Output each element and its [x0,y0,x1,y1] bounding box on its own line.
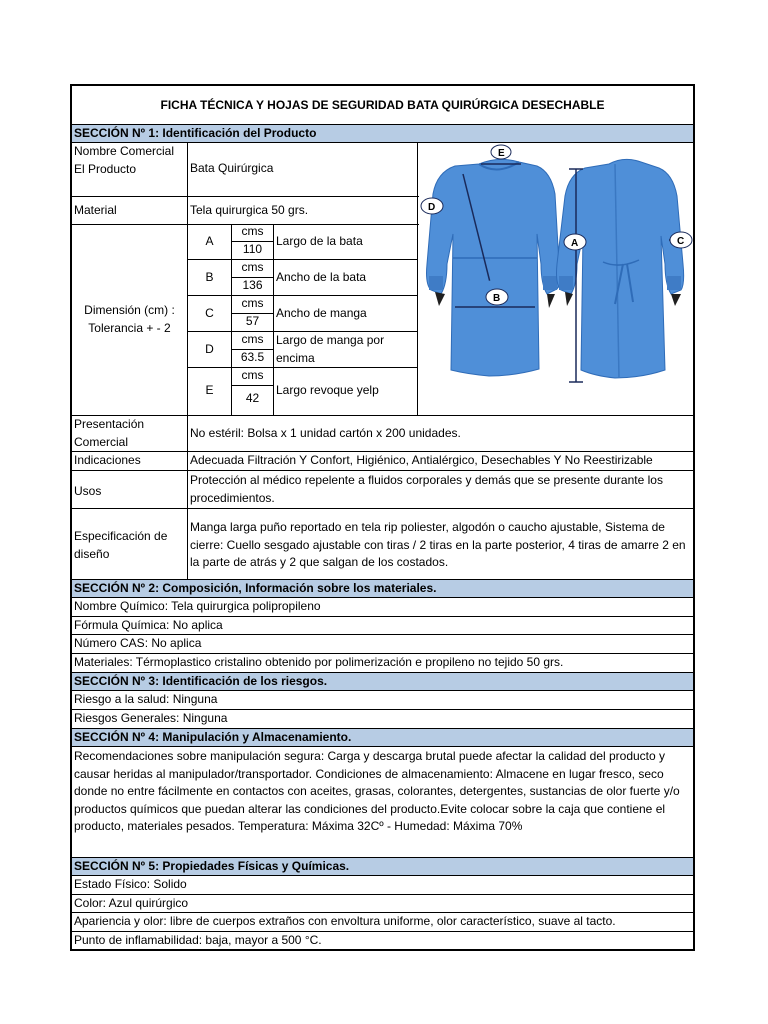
composition-row: Materiales: Térmoplastico cristalino obtenido por polimerización e propileno no tejido 50 grs. [74,654,564,669]
especificacion-value: Manga larga puño reportado en tela rip poliester, algodón o caucho ajustable, Sistema de cierre: Cuello sesgado ajustable con tiras / 2 tiras en la parte posterior, 4 tiras de amarre 2 en la parte de atrás y 2 que salgan de los costados. [190,520,686,569]
gown-illustration [419,144,693,415]
dimension-row [188,260,418,296]
name-value: Bata Quirúrgica [190,161,274,175]
dimension-label-line1: Dimensión (cm) : [84,303,175,317]
document-title: FICHA TÉCNICA Y HOJAS DE SEGURIDAD BATA QUIRÚRGICA DESECHABLE [160,98,605,112]
dimension-label-line2: Tolerancia + - 2 [88,321,171,335]
dimension-value: 63.5 [240,350,265,364]
dimension-table [188,224,418,415]
dimension-description: Largo de la bata [276,234,363,248]
marker-a: A [571,238,579,249]
section-1-header: SECCIÓN Nº 1: Identificación del Producto [72,124,693,143]
property-row: Estado Físico: Solido [74,877,187,891]
section-4-header: SECCIÓN Nº 4: Manipulación y Almacenamiento. [72,728,693,747]
presentacion-label: Presentación Comercial [74,417,145,449]
marker-b: B [493,293,501,304]
indicaciones-value: Adecuada Filtración Y Confort, Higiénico, Antialérgico, Desechables Y No Reestirizable [190,453,653,467]
material-value: Tela quirurgica 50 grs. [190,203,309,217]
risk-row: Riesgos Generales: Ninguna [74,710,228,725]
dimension-unit: cms [241,260,264,274]
gown-figure [419,144,693,415]
dimension-row [188,224,418,260]
dimension-letter: D [205,342,214,356]
dimension-value: 57 [245,314,260,328]
property-row: Color: Azul quirúrgico [74,895,189,910]
name-label: Nombre Comercial El Producto [74,144,175,176]
usos-value: Protección al médico repelente a fluidos corporales y demás que se presente durante los procedimientos. [190,473,663,505]
composition-row: Nombre Químico: Tela quirurgica polipropileno [74,599,321,613]
marker-c: C [677,236,685,247]
composition-row: Fórmula Química: No aplica [74,617,223,632]
section-2-header: SECCIÓN Nº 2: Composición, Información sobre los materiales. [72,579,693,598]
property-row: Apariencia y olor: libre de cuerpos extraños con envoltura uniforme, olor característico, suave al tacto. [74,914,616,929]
dimension-letter: C [205,306,214,320]
dimension-row [188,296,418,332]
dimension-row [188,332,418,368]
dimension-letter: B [205,270,214,284]
section-3-header: SECCIÓN Nº 3: Identificación de los riesgos. [72,672,693,691]
dimension-letter: A [205,234,214,248]
property-row: Punto de inflamabilidad: baja, mayor a 500 °C. [74,932,322,947]
material-label: Material [74,203,117,217]
section-5-header: SECCIÓN Nº 5: Propiedades Físicas y Químicas. [72,857,693,876]
dimension-unit: cms [241,332,264,346]
gown-front [427,159,560,376]
dimension-value: 110 [242,242,263,256]
handling-text: Recomendaciones sobre manipulación segura: Carga y descarga brutal puede afectar la calidad del producto y causar heridas al manipulador/transportador. Condiciones de almacenamiento: Almacene en lugar fresco, seco donde no entre fácilmente en contactos con aceites, grasas, colorantes, detergentes, sustancias de olor fuerte y/o productos químicos que puedan alterar las condiciones del producto.Evite colocar sobre la caja que contiene el producto, materiales pesados. Temperatura: Máxima 32Cº - Humedad: Máxima 70% [74,749,680,833]
dimension-value: 42 [245,391,260,405]
especificacion-label: Especificación de diseño [74,529,168,561]
dimension-description: Ancho de manga [276,306,367,320]
marker-d: D [428,202,436,213]
dimension-value: 136 [242,278,263,292]
dimension-description: Largo revoque yelp [276,383,379,397]
dimension-unit: cms [241,296,264,310]
dimension-letter: E [205,383,214,397]
dimension-description: Largo de manga por encima [276,333,385,365]
dimension-unit: cms [241,368,264,382]
presentacion-value: No estéril: Bolsa x 1 unidad cartón x 200 unidades. [190,426,461,440]
dimension-row [188,368,418,414]
composition-row: Número CAS: No aplica [74,636,202,650]
dimension-description: Ancho de la bata [276,270,367,284]
technical-sheet [70,84,695,951]
marker-e: E [498,148,505,159]
risk-row: Riesgo a la salud: Ninguna [74,692,218,706]
indicaciones-label: Indicaciones [74,453,141,467]
dimension-unit: cms [241,224,264,238]
usos-label: Usos [74,484,102,498]
